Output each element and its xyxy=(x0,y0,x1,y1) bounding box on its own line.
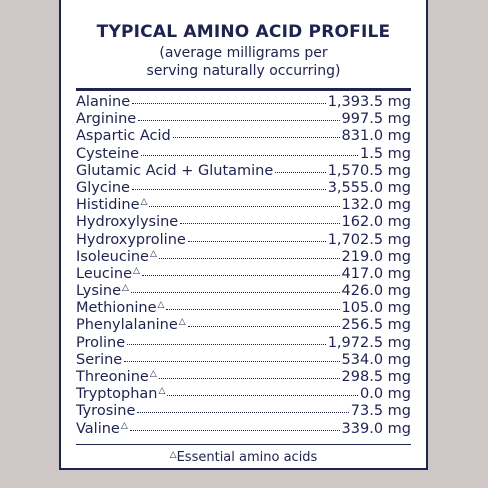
amino-acid-name: Cysteine xyxy=(76,145,140,162)
amino-acid-value: 0.0 mg xyxy=(360,386,411,403)
amino-acid-name: Serine xyxy=(76,351,123,368)
subtitle-line-2: serving naturally occurring) xyxy=(146,63,341,79)
amino-acid-row xyxy=(76,352,411,369)
dotted-leader xyxy=(141,154,358,156)
dotted-leader xyxy=(127,343,326,345)
essential-triangle-icon: △ xyxy=(157,300,165,311)
amino-acid-row xyxy=(76,369,411,386)
amino-acid-value: 298.5 mg xyxy=(341,369,411,385)
dotted-leader xyxy=(149,205,339,207)
amino-acid-value: 1,570.5 mg xyxy=(327,162,411,179)
amino-acid-row xyxy=(76,386,411,403)
subtitle-line-1: (average milligrams per xyxy=(159,45,328,61)
amino-acid-name: Threonine xyxy=(76,369,149,385)
dotted-leader xyxy=(166,308,339,310)
amino-acid-name: Aspartic Acid xyxy=(76,128,171,145)
dotted-leader xyxy=(132,102,326,104)
amino-acid-row xyxy=(76,317,411,334)
dotted-leader xyxy=(142,274,340,276)
amino-acid-value: 162.0 mg xyxy=(341,214,411,231)
amino-acid-name: Hydroxylysine xyxy=(76,214,179,231)
footer-divider xyxy=(76,444,411,445)
amino-acid-name: Lysine xyxy=(76,283,122,300)
dotted-leader xyxy=(124,360,339,362)
amino-acid-name: Hydroxyproline xyxy=(76,231,186,248)
amino-acid-value: 831.0 mg xyxy=(341,128,411,145)
amino-acid-row xyxy=(76,283,411,300)
amino-acid-row xyxy=(76,163,411,180)
dotted-leader xyxy=(138,119,339,121)
amino-acid-value: 3,555.0 mg xyxy=(327,179,411,196)
amino-acid-value: 105.0 mg xyxy=(341,300,411,317)
amino-acid-row xyxy=(76,232,411,249)
amino-acid-value: 1,972.5 mg xyxy=(327,334,411,351)
essential-triangle-icon: △ xyxy=(149,248,157,259)
amino-acid-name: Alanine xyxy=(76,94,131,110)
essential-triangle-icon: △ xyxy=(140,197,148,208)
amino-acid-row xyxy=(76,180,411,197)
amino-acid-row xyxy=(76,214,411,231)
amino-acid-name: Valine xyxy=(76,420,120,437)
amino-acid-value: 219.0 mg xyxy=(341,248,411,265)
amino-acid-value: 417.0 mg xyxy=(341,265,411,282)
dotted-leader xyxy=(188,240,326,242)
amino-acid-row xyxy=(76,249,411,266)
amino-acid-name: Tryptophan xyxy=(76,386,158,403)
dotted-leader xyxy=(167,394,358,396)
amino-acid-name: Glutamic Acid + Glutamine xyxy=(76,162,274,179)
amino-acid-row xyxy=(76,197,411,214)
header-divider xyxy=(76,88,411,91)
amino-acid-value: 339.0 mg xyxy=(341,420,411,437)
dotted-leader xyxy=(131,291,340,293)
amino-acid-list xyxy=(76,94,411,438)
amino-acid-value: 534.0 mg xyxy=(341,351,411,368)
amino-acid-row xyxy=(76,128,411,145)
amino-acid-row xyxy=(76,335,411,352)
amino-acid-name: Histidine xyxy=(76,197,140,214)
footnote-text: Essential amino acids xyxy=(176,450,318,465)
essential-triangle-icon: △ xyxy=(169,450,177,460)
amino-acid-value: 132.0 mg xyxy=(341,197,411,214)
dotted-leader xyxy=(132,188,326,190)
essential-triangle-icon: △ xyxy=(158,386,166,397)
dotted-leader xyxy=(180,222,339,224)
amino-acid-name: Arginine xyxy=(76,111,137,128)
amino-acid-value: 426.0 mg xyxy=(341,283,411,300)
dotted-leader xyxy=(130,429,340,431)
amino-acid-value: 256.5 mg xyxy=(341,317,411,334)
dotted-leader xyxy=(159,257,340,259)
essential-triangle-icon: △ xyxy=(133,265,140,276)
amino-acid-name: Methionine xyxy=(76,300,157,317)
amino-acid-row xyxy=(76,421,411,438)
amino-acid-name: Isoleucine xyxy=(76,248,149,265)
panel-subtitle xyxy=(61,44,426,80)
amino-acid-row xyxy=(76,94,411,111)
dotted-leader xyxy=(159,377,340,379)
essential-triangle-icon: △ xyxy=(122,283,129,294)
amino-acid-name: Glycine xyxy=(76,179,130,196)
panel-title: TYPICAL AMINO ACID PROFILE xyxy=(96,22,391,42)
essential-triangle-icon: △ xyxy=(149,369,157,379)
amino-acid-name: Tyrosine xyxy=(76,403,136,420)
amino-acid-value: 1,702.5 mg xyxy=(327,231,411,248)
amino-acid-name: Phenylalanine xyxy=(76,317,178,334)
amino-acid-name: Leucine xyxy=(76,265,133,282)
amino-acid-value: 1.5 mg xyxy=(360,145,411,162)
amino-acid-panel xyxy=(59,0,428,470)
essential-footnote xyxy=(61,449,426,468)
dotted-leader xyxy=(275,171,325,173)
amino-acid-row xyxy=(76,146,411,163)
amino-acid-name: Proline xyxy=(76,334,126,351)
amino-acid-row xyxy=(76,111,411,128)
dotted-leader xyxy=(173,136,340,138)
essential-triangle-icon: △ xyxy=(120,420,128,431)
amino-acid-value: 73.5 mg xyxy=(350,403,411,420)
amino-acid-value: 997.5 mg xyxy=(341,111,411,128)
amino-acid-value: 1,393.5 mg xyxy=(327,94,411,110)
essential-triangle-icon: △ xyxy=(178,317,186,328)
dotted-leader xyxy=(137,411,348,413)
dotted-leader xyxy=(188,325,340,327)
amino-acid-row xyxy=(76,300,411,317)
